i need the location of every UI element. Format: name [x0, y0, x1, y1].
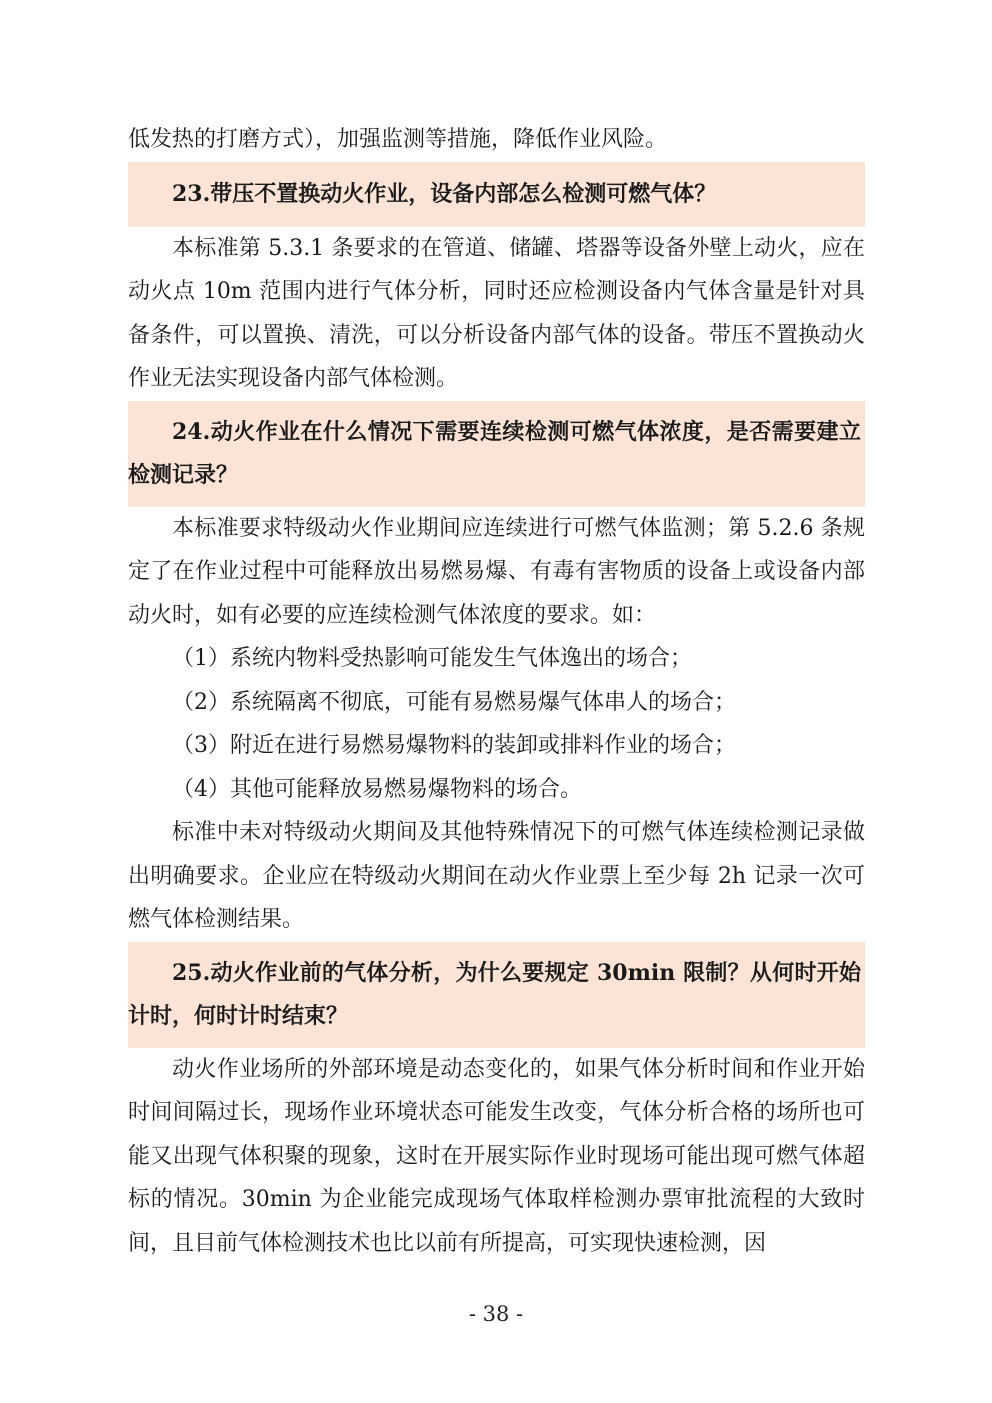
- closing-paragraph-24: 标准中未对特级动火期间及其他特殊情况下的可燃气体连续检测记录做出明确要求。企业应在特级动火期间在动火作业票上至少每 2h 记录一次可燃气体检测结果。: [128, 820, 865, 932]
- list-item: （3）附近在进行易燃易爆物料的装卸或排料作业的场合；: [172, 733, 736, 758]
- page-number: - 38 -: [468, 1302, 524, 1326]
- page-content: [128, 118, 865, 1265]
- list-item: （2）系统隔离不彻底，可能有易燃易爆气体串人的场合；: [172, 689, 736, 715]
- question-heading-23: 23.带压不置换动火作业，设备内部怎么检测可燃气体？: [128, 162, 865, 227]
- question-heading-25: 25.动火作业前的气体分析，为什么要规定 30min 限制？从何时开始计时，何时计时结束？: [128, 942, 865, 1048]
- question-heading-24: 24.动火作业在什么情况下需要连续检测可燃气体浓度，是否需要建立检测记录？: [128, 401, 865, 507]
- answer-paragraph-24: 本标准要求特级动火作业期间应连续进行可燃气体监测；第 5.2.6 条规定了在作业过程中可能释放出易燃易爆、有毒有害物质的设备上或设备内部动火时，如有必要的应连续检测气体浓度的要求。如：: [128, 515, 865, 628]
- list-item: （1）系统内物料受热影响可能发生气体逸出的场合；: [172, 646, 692, 671]
- list-item: （4）其他可能释放易燃易爆物料的场合。: [172, 776, 582, 802]
- intro-paragraph: 低发热的打磨方式），加强监测等措施，降低作业风险。: [128, 127, 668, 152]
- answer-paragraph-25: 动火作业场所的外部环境是动态变化的，如果气体分析时间和作业开始时间间隔过长，现场作业环境状态可能发生改变，气体分析合格的场所也可能又出现气体积聚的现象，这时在开展实际作业时现场可能出现可燃气体超标的情况。30min 为企业能完成现场气体取样检测办票审批流程的大致时间，且目前气体检测技术也比以前有所提高，可实现快速检测，因: [128, 1056, 865, 1256]
- answer-paragraph-23: 本标准第 5.3.1 条要求的在管道、储罐、塔器等设备外壁上动火，应在动火点 10m 范围内进行气体分析，同时还应检测设备内气体含量是针对具备条件，可以置换、清洗，可以分析设备内部气体的设备。带压不置换动火作业无法实现设备内部气体检测。: [128, 235, 865, 391]
